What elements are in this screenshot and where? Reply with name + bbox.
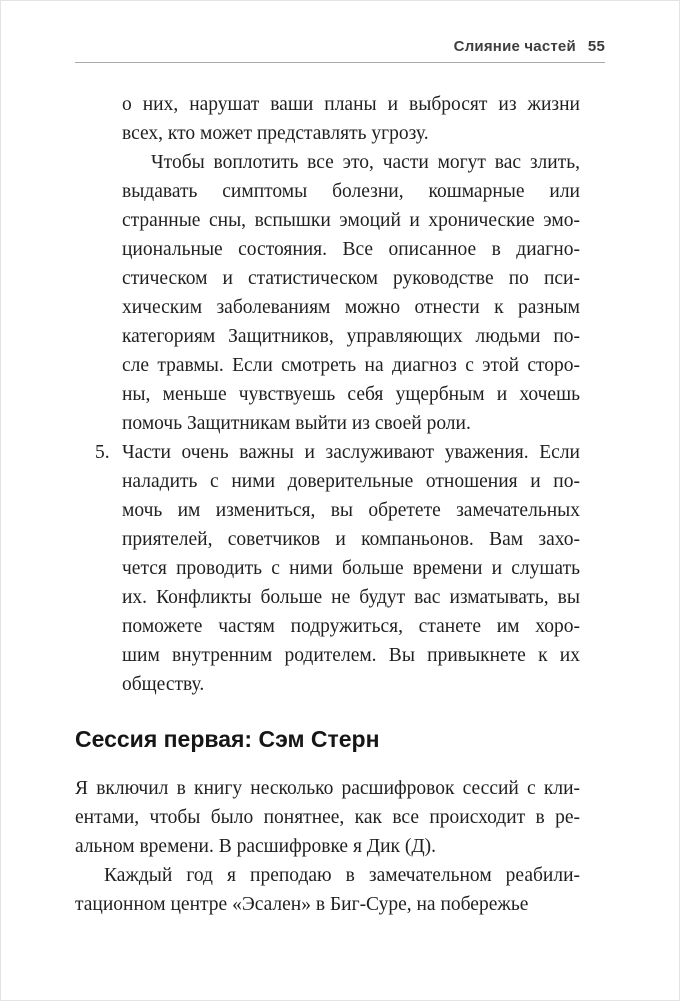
text-line: обществу. (122, 674, 205, 695)
text-line: помочь Защитникам выйти из своей роли. (122, 413, 471, 434)
running-header (75, 38, 605, 55)
text-line: сле травмы. Если смотреть на диагноз с этой сторо- (122, 355, 580, 376)
paragraph (75, 774, 580, 861)
text-line: хическим заболеваниям можно отнести к разным (122, 297, 580, 318)
list-paragraph (122, 148, 580, 438)
text-line: шим внутренним родителем. Вы привыкнете к их (122, 645, 580, 666)
text-line: мочь им измениться, вы обретете замечательных (122, 500, 580, 521)
text-body (75, 90, 580, 919)
running-header-title: Слияние частей (453, 38, 576, 55)
text-line: ентами, чтобы было понятнее, как все происходит в ре- (75, 807, 580, 828)
header-rule (75, 62, 605, 63)
text-line: Каждый год я преподаю в замечательном реабили- (104, 865, 580, 886)
text-line: всех, кто может представлять угрозу. (122, 123, 429, 144)
text-line: приятелей, советчиков и компаньонов. Вам захо- (122, 529, 580, 550)
text-line: альном времени. В расшифровке я Дик (Д). (75, 836, 437, 857)
text-line: ны, меньше чувствуешь себя ущербным и хочешь (122, 384, 580, 405)
text-line: странные сны, вспышки эмоций и хронические эмо- (122, 210, 580, 231)
section-heading: Сессия первая: Сэм Стерн (75, 726, 380, 752)
text-line: наладить с ними доверительные отношения и по- (122, 471, 580, 492)
text-line: их. Конфликты больше не будут вас изматывать, вы (122, 587, 580, 608)
text-line: циональные состояния. Все описанное в диагно- (122, 239, 580, 260)
text-line: категориям Защитников, управляющих людьми по- (122, 326, 580, 347)
text-line: чется проводить с ними больше времени и слушать (122, 558, 580, 579)
text-line: Части очень важны и заслуживают уважения. Если (122, 442, 580, 463)
text-line: стическом и статистическом руководстве по пси- (122, 268, 580, 289)
paragraph (75, 861, 580, 919)
list-paragraph (95, 438, 580, 699)
text-line: Чтобы воплотить все это, части могут вас злить, (151, 152, 580, 173)
page-number: 55 (587, 38, 605, 55)
text-line: поможете частям подружиться, станете им хоро- (122, 616, 580, 637)
list-number: 5. (95, 442, 110, 463)
text-line: Я включил в книгу несколько расшифровок сессий с кли- (75, 778, 580, 799)
list-paragraph (122, 90, 580, 148)
text-line: тационном центре «Эсален» в Биг-Суре, на побережье (75, 894, 529, 915)
text-line: о них, нарушат ваши планы и выбросят из жизни (122, 94, 580, 115)
text-line: выдавать симптомы болезни, кошмарные или (122, 181, 580, 202)
